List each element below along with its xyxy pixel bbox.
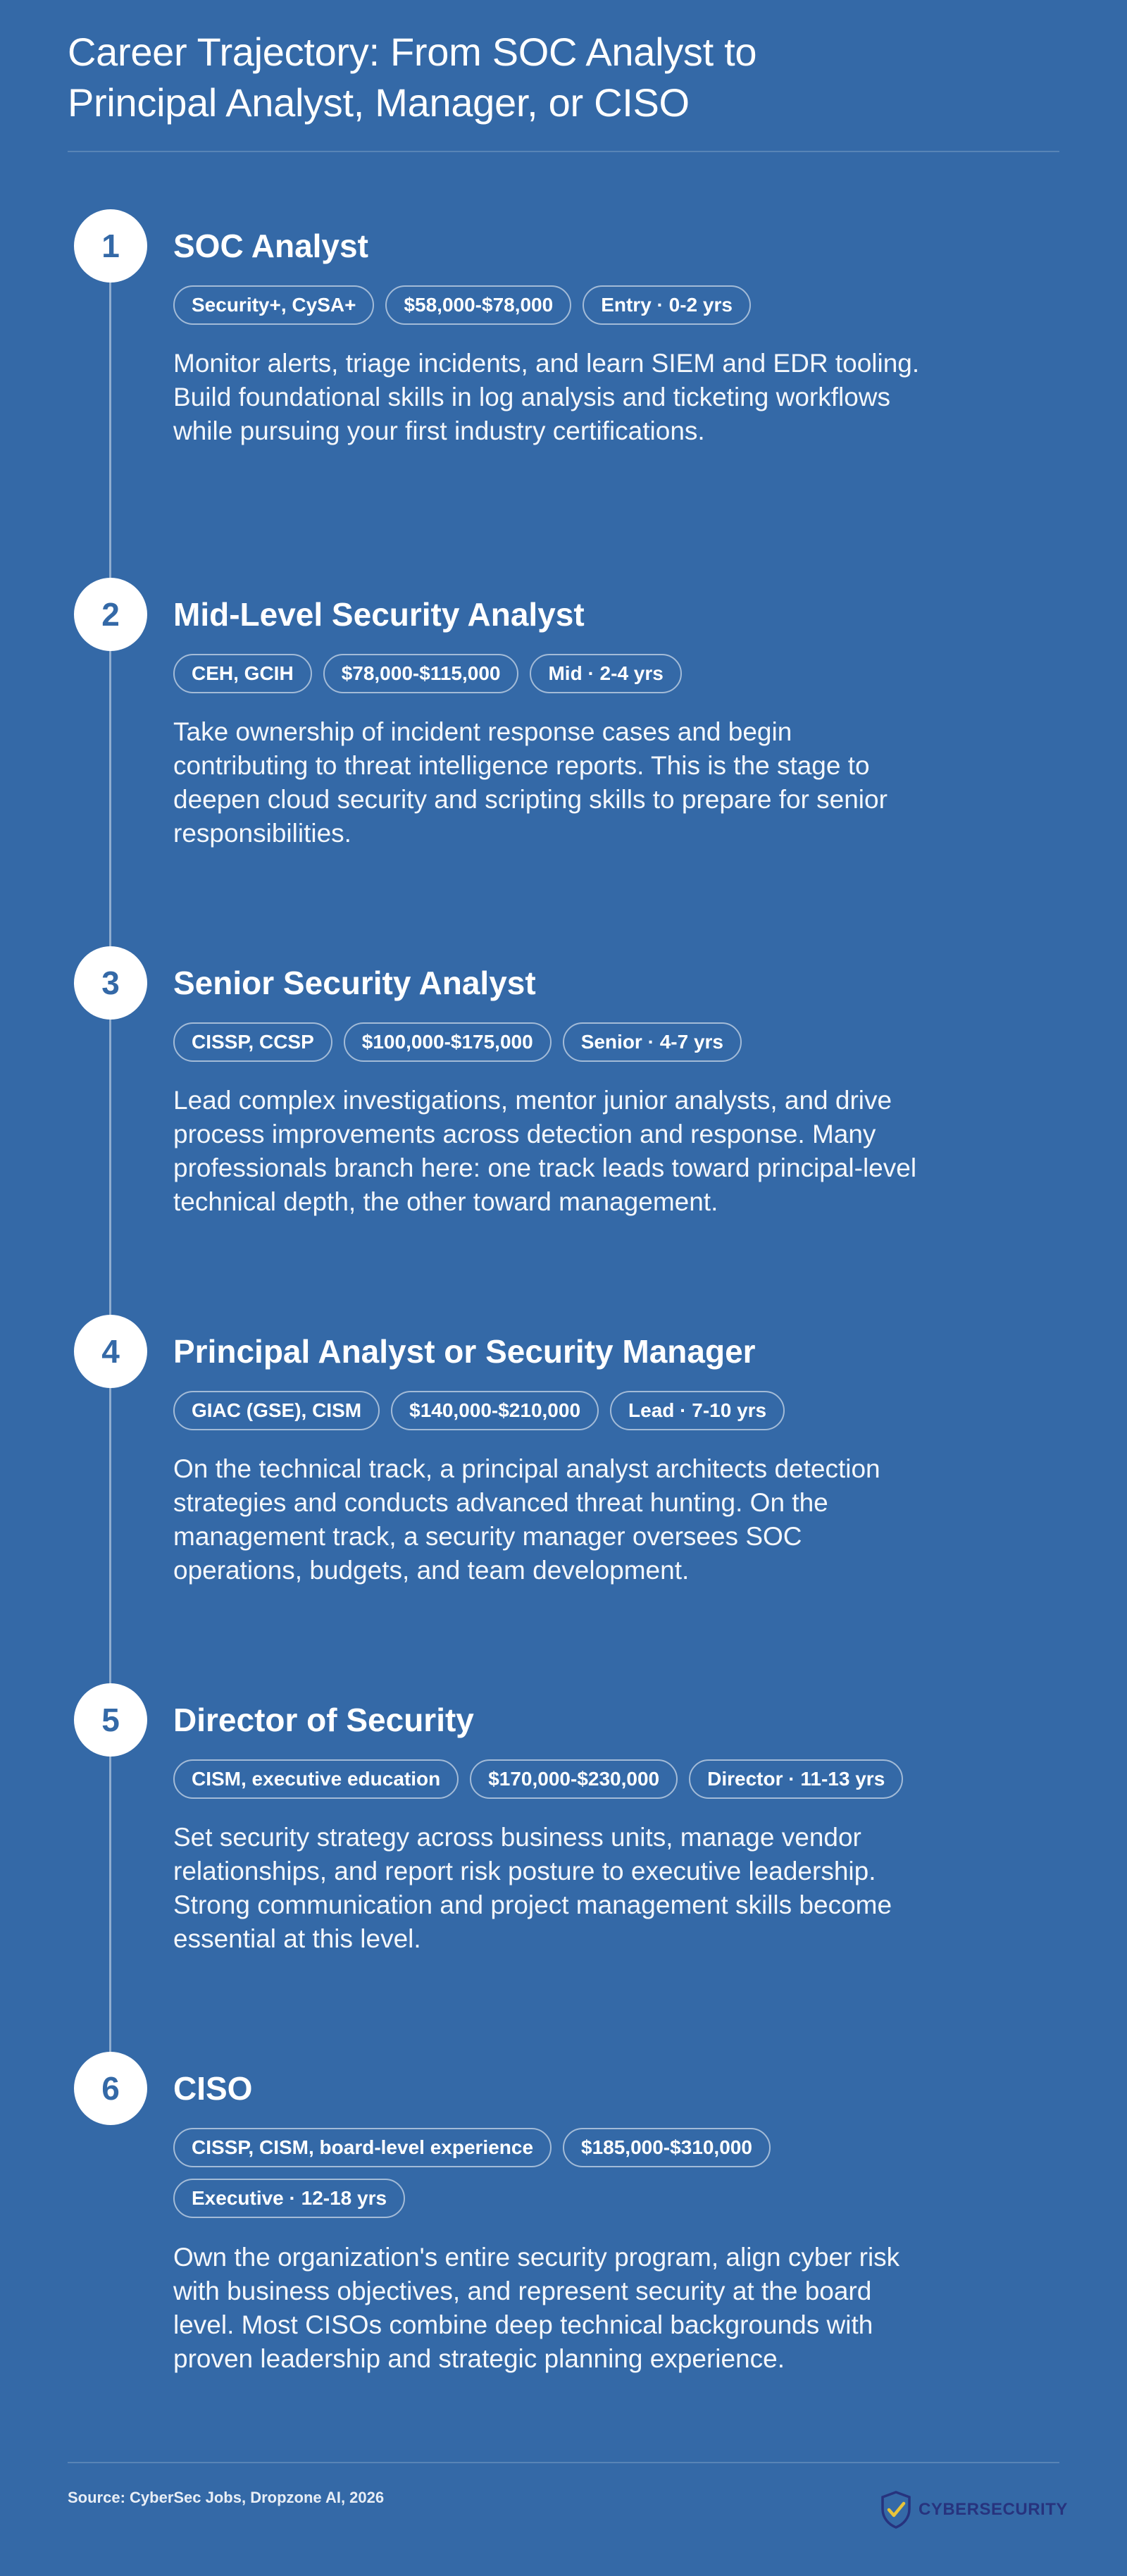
step-description: Monitor alerts, triage incidents, and learn SIEM and EDR tooling. Build foundational skills in log analysis and ticketing workflows while pursuing your first industry certifications.	[173, 349, 920, 445]
level-tag: Mid · 2-4 yrs	[530, 654, 681, 693]
step-description: Set security strategy across business units, manage vendor relationships, and report risk posture to executive leadership. Strong communication and project management skills become essential at this level.	[173, 1823, 892, 1953]
step-tags	[173, 654, 1033, 693]
step-description: Lead complex investigations, mentor junior analysts, and drive process improvements across detection and response. Many professionals branch here: one track leads toward principal-level technical depth, the other toward management.	[173, 1086, 917, 1216]
certifications-tag: CISSP, CCSP	[173, 1022, 332, 1062]
certifications-tag: CISM, executive education	[173, 1759, 459, 1799]
step-title: Director of Security	[173, 1702, 474, 1738]
certifications-tag: Security+, CySA+	[173, 285, 374, 325]
step-number-badge: 1	[74, 209, 147, 283]
step-number-badge: 6	[74, 2052, 147, 2125]
footer-divider	[68, 2462, 1059, 2463]
page-title: Career Trajectory: From SOC Analyst to Principal Analyst, Manager, or CISO	[68, 30, 757, 125]
step-number-badge: 3	[74, 946, 147, 1020]
logo-wordmark: CYBERSECURITY	[919, 2500, 1068, 2519]
shield-check-icon	[879, 2490, 913, 2529]
salary-tag: $58,000-$78,000	[385, 285, 571, 325]
step-title: Senior Security Analyst	[173, 965, 536, 1001]
level-tag: Entry · 0-2 yrs	[583, 285, 751, 325]
step-title: SOC Analyst	[173, 228, 368, 264]
salary-tag: $170,000-$230,000	[470, 1759, 678, 1799]
step-description: Own the organization's entire security program, align cyber risk with business objectives, and represent security at the board level. Most CISOs combine deep technical backgrounds with proven leadership and strategic planning experience.	[173, 2243, 900, 2373]
step-number-badge: 5	[74, 1683, 147, 1757]
step-tags	[173, 2128, 864, 2218]
step-number-badge: 2	[74, 578, 147, 651]
salary-tag: $185,000-$310,000	[563, 2128, 771, 2167]
step-number-badge: 4	[74, 1315, 147, 1388]
level-tag: Lead · 7-10 yrs	[610, 1391, 785, 1430]
title-divider	[68, 151, 1059, 152]
timeline-line	[109, 247, 111, 2079]
step-tags	[173, 1391, 1033, 1430]
step-description: On the technical track, a principal analyst architects detection strategies and conducts advanced threat hunting. On the management track, a security manager oversees SOC operations, budgets, and team development.	[173, 1454, 880, 1585]
step-title: Principal Analyst or Security Manager	[173, 1333, 756, 1370]
step-tags	[173, 1759, 1033, 1799]
salary-tag: $140,000-$210,000	[391, 1391, 599, 1430]
certifications-tag: CEH, GCIH	[173, 654, 312, 693]
source-note: Source: CyberSec Jobs, Dropzone AI, 2026	[68, 2489, 385, 2506]
certifications-tag: CISSP, CISM, board-level experience	[173, 2128, 552, 2167]
level-tag: Executive · 12-18 yrs	[173, 2179, 405, 2218]
step-tags	[173, 285, 1033, 325]
step-description: Take ownership of incident response cases and begin contributing to threat intelligence reports. This is the stage to deepen cloud security and scripting skills to prepare for senior responsibilities.	[173, 717, 888, 848]
certifications-tag: GIAC (GSE), CISM	[173, 1391, 380, 1430]
brand-logo	[879, 2490, 1068, 2529]
level-tag: Senior · 4-7 yrs	[563, 1022, 742, 1062]
step-title: Mid-Level Security Analyst	[173, 596, 585, 633]
step-tags	[173, 1022, 1033, 1062]
level-tag: Director · 11-13 yrs	[689, 1759, 903, 1799]
step-title: CISO	[173, 2070, 253, 2107]
salary-tag: $78,000-$115,000	[323, 654, 519, 693]
salary-tag: $100,000-$175,000	[344, 1022, 552, 1062]
